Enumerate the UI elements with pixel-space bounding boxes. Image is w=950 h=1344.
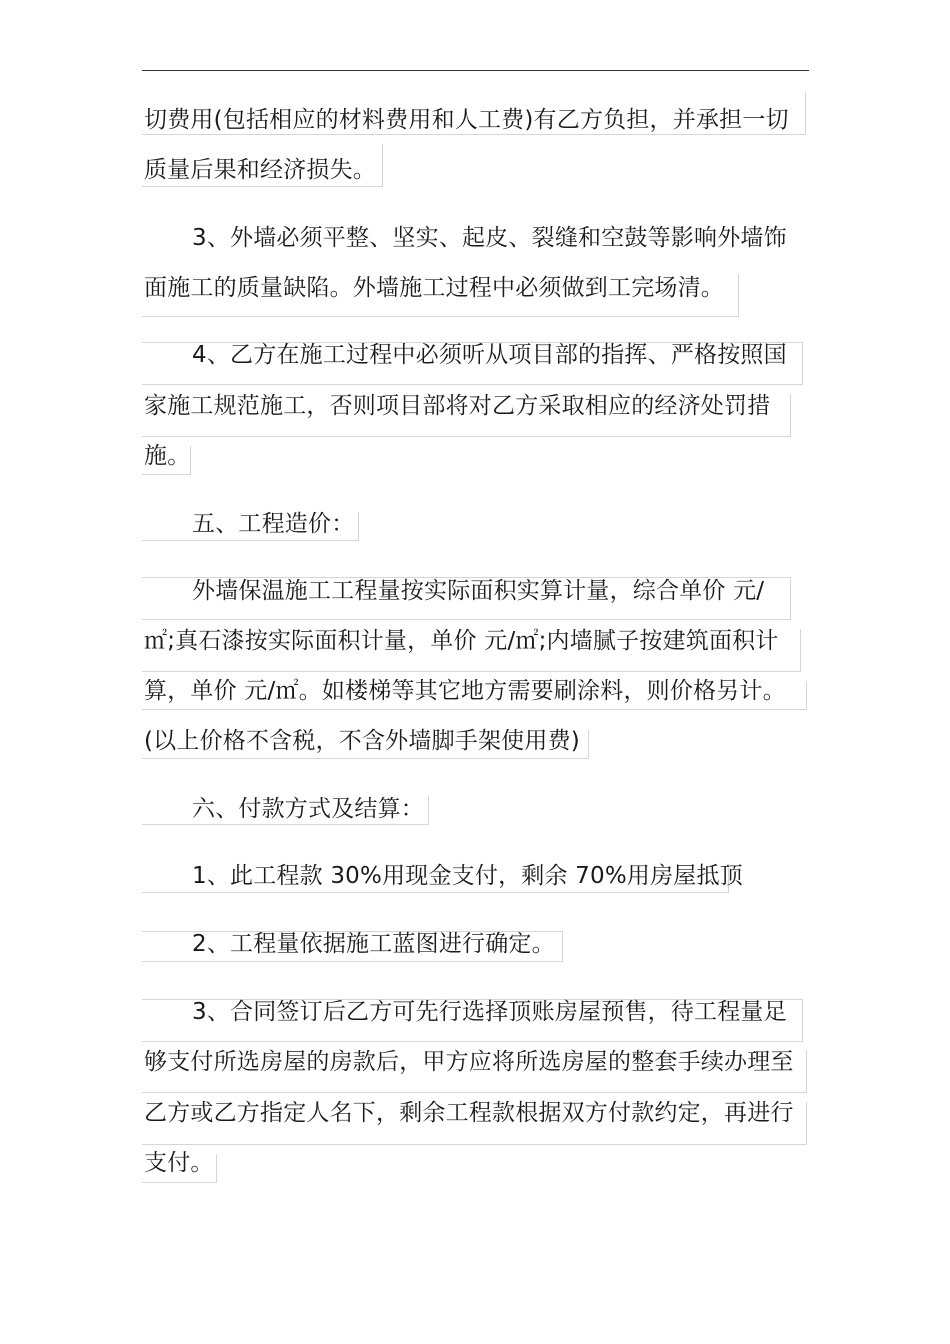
- body-text-line: 够支付所选房屋的房款后，甲方应将所选房屋的整套手续办理至: [144, 1049, 794, 1075]
- body-text-line: 家施工规范施工，否则项目部将对乙方采取相应的经济处罚措: [144, 393, 771, 419]
- body-text-line: 3、外墙必须平整、坚实、起皮、裂缝和空鼓等影响外墙饰: [192, 225, 787, 251]
- body-text-line: 切费用(包括相应的材料费用和人工费)有乙方负担，并承担一切: [144, 107, 789, 133]
- body-text-line: ㎡;真石漆按实际面积计量，单价 元/㎡;内墙腻子按建筑面积计: [144, 628, 779, 654]
- body-text-line: 算，单价 元/㎡。如楼梯等其它地方需要刷涂料，则价格另计。: [144, 678, 786, 704]
- section-heading: 六、付款方式及结算：: [192, 796, 424, 822]
- body-text-line: 2、工程量依据施工蓝图进行确定。: [192, 931, 555, 957]
- header-rule: [142, 70, 809, 71]
- body-text-line: 1、此工程款 30%用现金支付，剩余 70%用房屋抵顶: [192, 863, 743, 889]
- section-heading: 五、工程造价：: [192, 511, 355, 537]
- body-text-line: 质量后果和经济损失。: [144, 157, 376, 183]
- body-text-line: 施。: [144, 443, 191, 469]
- body-text-line: 外墙保温施工工程量按实际面积实算计量，综合单价 元/: [192, 578, 765, 604]
- body-text-line: 支付。: [144, 1150, 214, 1176]
- body-text-line: (以上价格不含税，不含外墙脚手架使用费): [144, 728, 580, 754]
- body-text-line: 面施工的质量缺陷。外墙施工过程中必须做到工完场清。: [144, 275, 724, 301]
- body-text-line: 乙方或乙方指定人名下，剩余工程款根据双方付款约定，再进行: [144, 1100, 794, 1126]
- body-text-line: 3、合同签订后乙方可先行选择顶账房屋预售，待工程量足: [192, 999, 787, 1025]
- body-text-line: 4、乙方在施工过程中必须听从项目部的指挥、严格按照国: [192, 342, 787, 368]
